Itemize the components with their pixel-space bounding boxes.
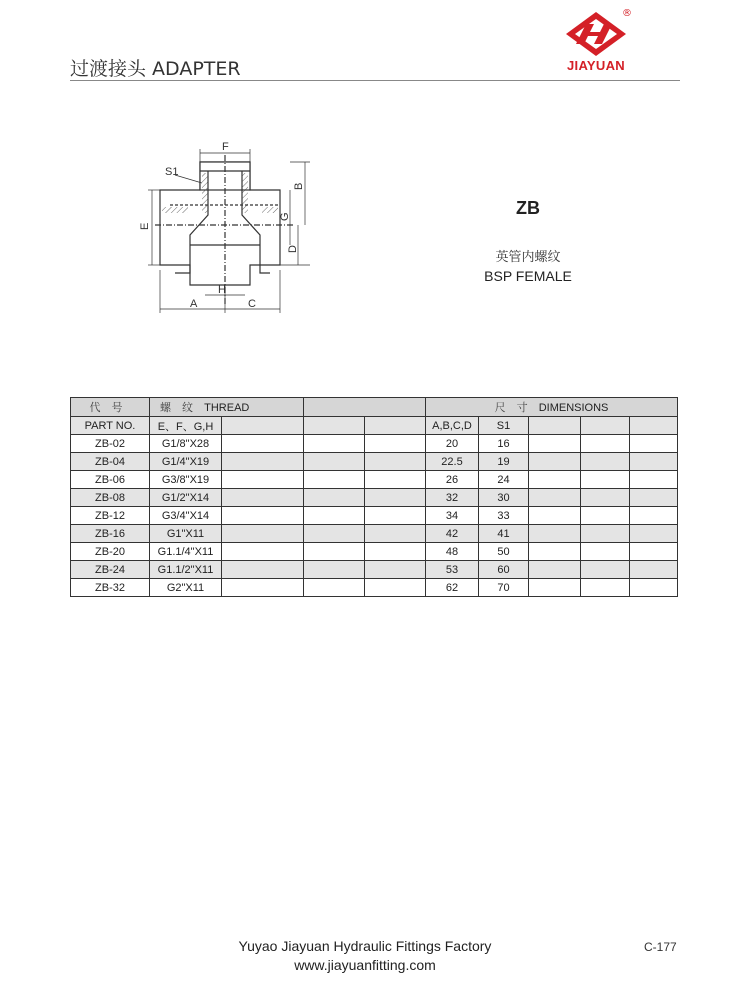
subheader-s1: S1 (479, 417, 529, 435)
spec-table (70, 397, 678, 597)
header-rule (70, 80, 680, 81)
thread-cell: G1/4"X19 (150, 453, 222, 471)
registered-mark: ® (622, 8, 632, 19)
part-cell: ZB-04 (71, 453, 150, 471)
label-e: E (139, 222, 151, 230)
thread-cell: G1"X11 (150, 525, 222, 543)
header-part-cn: 代 号 (71, 398, 150, 417)
thread-cell: G3/4"X14 (150, 507, 222, 525)
label-d: D (287, 245, 299, 253)
abcd-cell: 42 (426, 525, 479, 543)
s1-cell: 60 (479, 561, 529, 579)
label-s1: S1 (165, 166, 179, 178)
abcd-cell: 62 (426, 579, 479, 597)
table-row (71, 507, 678, 525)
thread-cell: G1.1/2"X11 (150, 561, 222, 579)
page-number: C-177 (644, 940, 677, 954)
product-desc-en: BSP FEMALE (484, 268, 572, 284)
thread-cell: G1/2"X14 (150, 489, 222, 507)
table-row (71, 435, 678, 453)
part-cell: ZB-12 (71, 507, 150, 525)
table-row (71, 579, 678, 597)
label-f: F (222, 141, 229, 153)
s1-cell: 33 (479, 507, 529, 525)
part-cell: ZB-08 (71, 489, 150, 507)
table-row (71, 525, 678, 543)
thread-cell: G1.1/4"X11 (150, 543, 222, 561)
technical-drawing (130, 135, 330, 319)
logo-mark-icon (564, 10, 628, 58)
abcd-cell: 32 (426, 489, 479, 507)
abcd-cell: 48 (426, 543, 479, 561)
s1-cell: 19 (479, 453, 529, 471)
page-title: 过渡接头 ADAPTER (70, 58, 241, 80)
abcd-cell: 22.5 (426, 453, 479, 471)
thread-cell: G1/8"X28 (150, 435, 222, 453)
part-cell: ZB-02 (71, 435, 150, 453)
s1-cell: 16 (479, 435, 529, 453)
header-dimensions: 尺 寸 DIMENSIONS (426, 398, 678, 417)
table-row (71, 471, 678, 489)
s1-cell: 50 (479, 543, 529, 561)
subheader-part: PART NO. (71, 417, 150, 435)
table-row (71, 561, 678, 579)
part-cell: ZB-16 (71, 525, 150, 543)
footer-website: www.jiayuanfitting.com (294, 957, 436, 973)
company-logo (556, 8, 636, 74)
subheader-abcd: A,B,C,D (426, 417, 479, 435)
abcd-cell: 34 (426, 507, 479, 525)
part-cell: ZB-20 (71, 543, 150, 561)
subheader-thread: E、F、G,H (150, 417, 222, 435)
label-c: C (248, 298, 256, 310)
table-row (71, 543, 678, 561)
abcd-cell: 20 (426, 435, 479, 453)
product-desc-cn: 英管内螺纹 (495, 250, 561, 265)
abcd-cell: 53 (426, 561, 479, 579)
thread-cell: G2"X11 (150, 579, 222, 597)
table-subheader-row (71, 417, 678, 435)
s1-cell: 70 (479, 579, 529, 597)
header-thread: 螺 纹 THREAD (150, 398, 304, 417)
label-h: H (218, 284, 226, 296)
abcd-cell: 26 (426, 471, 479, 489)
label-a: A (190, 298, 198, 310)
label-g: G (279, 212, 291, 221)
footer-company: Yuyao Jiayuan Hydraulic Fittings Factory (238, 938, 492, 954)
table-row (71, 489, 678, 507)
part-cell: ZB-06 (71, 471, 150, 489)
product-code: ZB (516, 198, 540, 218)
table-row (71, 453, 678, 471)
header-blank (304, 398, 426, 417)
logo-text: JIAYUAN (567, 58, 625, 73)
thread-cell: G3/8"X19 (150, 471, 222, 489)
part-cell: ZB-24 (71, 561, 150, 579)
s1-cell: 41 (479, 525, 529, 543)
s1-cell: 24 (479, 471, 529, 489)
s1-cell: 30 (479, 489, 529, 507)
part-cell: ZB-32 (71, 579, 150, 597)
label-b: B (293, 182, 305, 190)
table-header-row (71, 398, 678, 417)
